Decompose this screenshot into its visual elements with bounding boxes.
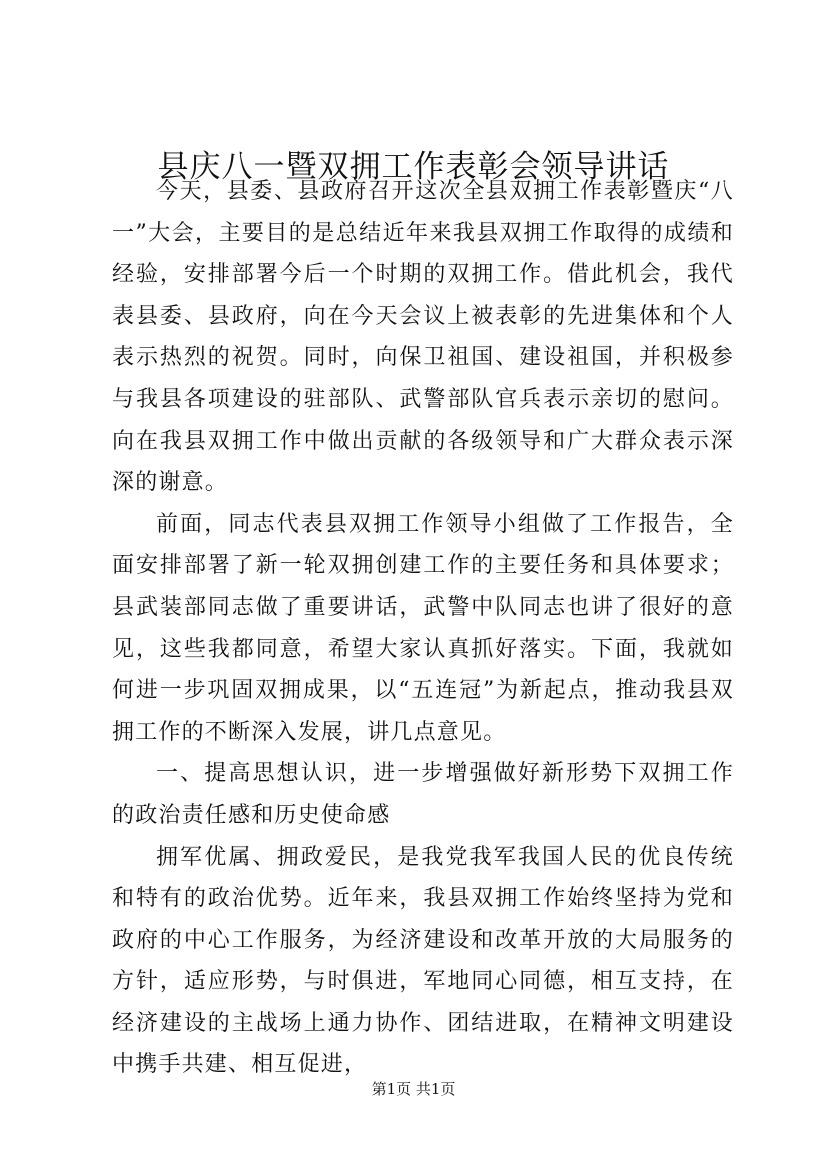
document-title: 县庆八一暨双拥工作表彰会领导讲话 [157, 149, 670, 185]
paragraph: 前面，同志代表县双拥工作领导小组做了工作报告，全面安排部署了新一轮双拥创建工作的主要任务和具体要求；县武装部同志做了重要讲话，武警中队同志也讲了很好的意见，这些我都同意，希望大家认真抓好落实。下面，我就如何进一步巩固双拥成果，以“五连冠”为新起点，推动我县双拥工作的不断深入发展，讲几点意见。 [112, 511, 734, 745]
page-footer: 第1页 共1页 [371, 1080, 456, 1098]
paragraph: 今天，县委、县政府召开这次全县双拥工作表彰暨庆“八一”大会，主要目的是总结近年来我县双拥工作取得的成绩和经验，安排部署今后一个时期的双拥工作。借此机会，我代表县委、县政府，向在今天会议上被表彰的先进集体和个人表示热烈的祝贺。同时，向保卫祖国、建设祖国，并积极参与我县各项建设的驻部队、武警部队官兵表示亲切的慰问。向在我县双拥工作中做出贡献的各级领导和广大群众表示深深的谢意。 [112, 179, 734, 496]
document-body [112, 171, 734, 1086]
paragraph: 拥军优属、拥政爱民，是我党我军我国人民的优良传统和特有的政治优势。近年来，我县双拥工作始终坚持为党和政府的中心工作服务，为经济建设和改革开放的大局服务的方针，适应形势，与时俱进，军地同心同德，相互支持，在经济建设的主战场上通力协作、团结进取，在精神文明建设中携手共建、相互促进， [112, 844, 734, 1078]
section-heading: 一、提高思想认识，进一步增强做好新形势下双拥工作的政治责任感和历史使命感 [112, 761, 734, 828]
